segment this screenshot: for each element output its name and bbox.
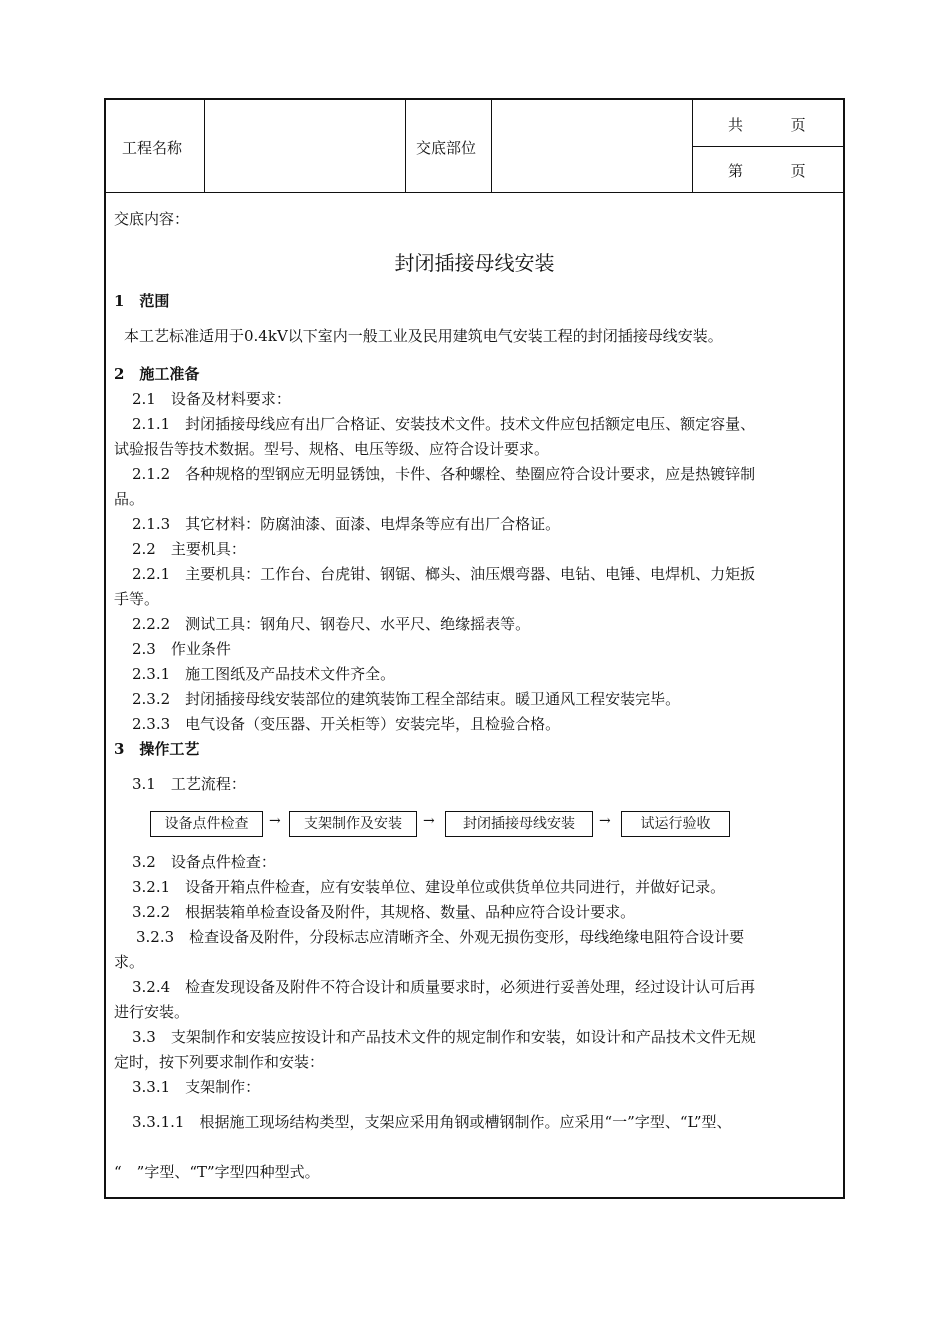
paragraph-line: 进行安装。 (114, 1003, 190, 1021)
divider (491, 100, 492, 192)
paragraph-line: 3.3.1 支架制作： (132, 1078, 261, 1096)
paragraph-line: 3.2.4 检查发现设备及附件不符合设计和质量要求时，必须进行妥善处理，经过设计认可后再 (132, 978, 756, 996)
paragraph-line: 3.2.1 设备开箱点件检查，应有安装单位、建设单位或供货单位共同进行，并做好记录。 (132, 878, 726, 896)
document-frame (104, 98, 845, 1199)
paragraph-line: 试验报告等技术数据。型号、规格、电压等级、应符合设计要求。 (114, 440, 550, 458)
flow-arrow-icon: → (423, 813, 435, 829)
paragraph-line: 3.1 工艺流程： (132, 775, 246, 793)
flow-step-box: 封闭插接母线安装 (445, 811, 593, 837)
paragraph-line: 2.3.3 电气设备（变压器、开关柜等）安装完毕，且检验合格。 (132, 715, 561, 733)
page-title: 封闭插接母线安装 (394, 251, 555, 275)
paragraph-line: 2.2.2 测试工具：钢角尺、钢卷尺、水平尺、绝缘摇表等。 (132, 615, 531, 633)
paragraph-line: 2.2.1 主要机具：工作台、台虎钳、钢锯、榔头、油压煨弯器、电钻、电锤、电焊机、力矩扳 (132, 565, 756, 583)
divider (204, 100, 205, 192)
paragraph-line: 2.3.1 施工图纸及产品技术文件齐全。 (132, 665, 396, 683)
paragraph-line: 3.3.1.1 根据施工现场结构类型，支架应采用角钢或槽钢制作。应采用“一”字型、“L”型、 (132, 1113, 732, 1131)
paragraph-line: 3.2.3 检查设备及附件，分段标志应清晰齐全、外观无损伤变形，母线绝缘电阻符合设计要 (136, 928, 745, 946)
paragraph-line: “ ”字型、“T”字型四种型式。 (114, 1163, 320, 1181)
paragraph-line: 2.1 设备及材料要求： (132, 390, 291, 408)
section-heading: 3 操作工艺 (114, 740, 200, 758)
flow-arrow-icon: → (269, 813, 281, 829)
section-heading: 1 范围 (114, 292, 170, 310)
paragraph-line: 3.3 支架制作和安装应按设计和产品技术文件的规定制作和安装，如设计和产品技术文件无规 (132, 1028, 756, 1046)
paragraph-line: 3.2.2 根据装箱单检查设备及附件，其规格、数量、品种应符合设计要求。 (132, 903, 636, 921)
paragraph-line: 3.2 设备点件检查： (132, 853, 276, 871)
paragraph-line: 2.1.3 其它材料：防腐油漆、面漆、电焊条等应有出厂合格证。 (132, 515, 561, 533)
paragraph-line: 2.3.2 封闭插接母线安装部位的建筑装饰工程全部结束。暖卫通风工程安装完毕。 (132, 690, 681, 708)
paragraph-line: 2.1.1 封闭插接母线应有出厂合格证、安装技术文件。技术文件应包括额定电压、额定容量、 (132, 415, 756, 433)
total-pages: 共 页 (728, 116, 806, 134)
paragraph-line: 2.2 主要机具： (132, 540, 246, 558)
paragraph-line: 定时，按下列要求制作和安装： (114, 1053, 325, 1071)
paragraph-line: 求。 (114, 953, 145, 971)
divider (692, 146, 845, 147)
paragraph-line: 2.1.2 各种规格的型钢应无明显锈蚀，卡件、各种螺栓、垫圈应符合设计要求，应是热镀锌制 (132, 465, 756, 483)
flow-step-box: 设备点件检查 (150, 811, 263, 837)
paragraph-line: 2.3 作业条件 (132, 640, 231, 658)
paragraph-line: 本工艺标准适用于0.4kV以下室内一般工业及民用建筑电气安装工程的封闭插接母线安装。 (124, 327, 723, 345)
paragraph-line: 手等。 (114, 590, 160, 608)
intro-label: 交底内容： (114, 210, 190, 228)
divider (405, 100, 406, 192)
flow-arrow-icon: → (599, 813, 611, 829)
header-table (106, 100, 843, 193)
page-number: 第 页 (728, 162, 806, 180)
location-label: 交底部位 (416, 139, 477, 157)
flow-step-box: 支架制作及安装 (289, 811, 417, 837)
paragraph-line: 品。 (114, 490, 145, 508)
project-name-label: 工程名称 (122, 139, 183, 157)
flow-step-box: 试运行验收 (621, 811, 730, 837)
section-heading: 2 施工准备 (114, 365, 200, 383)
